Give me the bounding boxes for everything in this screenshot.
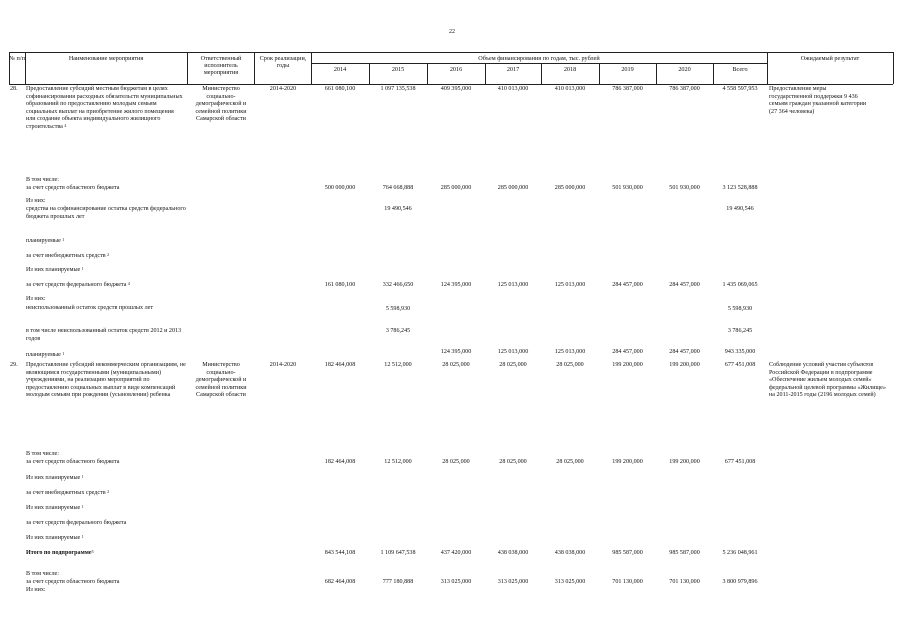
row-29-result: Соблюдение условий участия субъектов Российской Федерации в подпрограмме «Обеспечение жильем молодых семей» федеральной целевой программы «Жилище» на 2011-2015 годы (2196 молодых семей): [769, 362, 886, 399]
value-cell: 682 464,008: [324, 579, 356, 585]
value-cell: 284 457,000: [669, 282, 700, 288]
value-cell: 28 025,000: [442, 459, 470, 465]
row-29-period: 2014-2020: [269, 362, 297, 368]
value-cell: 124 395,000: [440, 282, 472, 288]
header-result: Ожидаемый результат: [800, 55, 860, 62]
row-29-extrabudget-planned: Из них планируемые $^1$: [26, 504, 84, 511]
value-cell: 1 109 647,538: [380, 550, 416, 556]
value-cell: 28 025,000: [499, 459, 527, 465]
year-2019: 2019: [621, 66, 634, 73]
value-cell: 5 236 048,961: [722, 550, 758, 556]
value-cell: 764 668,888: [382, 185, 414, 191]
value-cell: 501 930,000: [669, 185, 700, 191]
value-cell: 28 025,000: [556, 459, 584, 465]
header-period: Срок реализации, годы: [259, 55, 307, 69]
value-cell: 1 097 135,538: [380, 86, 416, 92]
row-29-extrabudget: за счет внебюджетных средств $^2$: [26, 489, 110, 496]
value-cell: 199 200,000: [612, 459, 643, 465]
value-cell: 125 013,000: [554, 282, 586, 288]
value-cell: 199 200,000: [612, 362, 643, 368]
row-28-responsible: Министерство социально-демографической и семейной политики Самарской области: [195, 86, 247, 123]
year-total: Всего: [732, 66, 748, 73]
value-cell: 701 130,000: [612, 579, 643, 585]
value-cell: 28 025,000: [442, 362, 470, 368]
header-responsible: Ответственный исполнитель мероприятия: [200, 55, 242, 76]
value-cell: 125 013,000: [497, 282, 529, 288]
row-28-extrabudget-planned: Из них планируемые $^1$: [26, 266, 84, 273]
value-cell: 1 435 069,065: [722, 282, 758, 288]
value-cell: 438 038,000: [554, 550, 586, 556]
value-cell: 12 512,000: [384, 459, 412, 465]
value-cell: 985 587,000: [669, 550, 700, 556]
value-cell: 28 025,000: [499, 362, 527, 368]
row-number: 29.: [10, 362, 18, 368]
year-2018: 2018: [563, 66, 577, 73]
value-cell: 125 013,000: [497, 349, 529, 355]
value-cell: 285 000,000: [497, 185, 529, 191]
total-of-label: Из них:: [26, 587, 46, 593]
value-cell: 438 038,000: [497, 550, 529, 556]
row-28-planned: планируемые $^1$: [26, 237, 65, 244]
value-cell: 285 000,000: [440, 185, 472, 191]
value-cell: 777 180,888: [382, 579, 414, 585]
value-cell: 3 800 979,896: [722, 579, 758, 585]
value-cell: 19 490,546: [384, 206, 412, 212]
value-cell: 3 786,245: [385, 328, 411, 334]
value-cell: 4 558 597,953: [722, 86, 758, 92]
value-cell: 284 457,000: [612, 282, 643, 288]
value-cell: 500 000,000: [324, 185, 356, 191]
value-cell: 409 395,000: [440, 86, 472, 92]
row-28-extrabudget: за счет внебюджетных средств $^2$: [26, 252, 110, 259]
value-cell: 501 930,000: [612, 185, 643, 191]
row-29-regional-label: за счет средств областного бюджета: [26, 459, 120, 465]
value-cell: 943 335,000: [724, 349, 756, 355]
row-28-incl-label: В том числе:: [26, 177, 59, 183]
row-29-responsible: Министерство социально-демографической и семейной политики Самарской области: [195, 362, 247, 399]
row-29-incl-label: В том числе:: [26, 451, 59, 457]
value-cell: 284 457,000: [612, 349, 643, 355]
table-top-border: [9, 52, 893, 53]
row-number: 28.: [10, 86, 18, 92]
row-28-name: Предоставление субсидий местным бюджетам в целях софинансирования расходных обязательств муниципальных образований по предоставлению молодым семьям социальных выплат на приобретение жилого помещения или создание объекта индивидуального жилищного строительства $^4$: [26, 86, 183, 130]
value-cell: 285 000,000: [554, 185, 586, 191]
value-cell: 3 786,245: [727, 328, 753, 334]
total-label: Итого по подпрограмме$^5$: [26, 549, 94, 556]
value-cell: 677 451,008: [724, 459, 756, 465]
header-funding: Объем финансирования по годам, тыс. рублей: [478, 55, 600, 62]
value-cell: 313 025,000: [440, 579, 472, 585]
row-28-cofin-label: средства на софинансирование остатка средств федерального бюджета прошлых лет: [26, 206, 186, 220]
row-28-of2-label: Из них:: [26, 296, 46, 302]
value-cell: 182 464,008: [324, 459, 356, 465]
header-name: Наименование мероприятия: [68, 55, 144, 62]
row-28-unused2-label: в том числе неиспользованный остаток средств 2012 и 2013 годов: [26, 328, 182, 342]
row-29-federal-label: за счет средств федерального бюджета: [26, 520, 127, 526]
value-cell: 199 200,000: [669, 459, 700, 465]
value-cell: 332 466,650: [382, 282, 414, 288]
year-2015: 2015: [391, 66, 405, 73]
value-cell: 985 587,000: [612, 550, 643, 556]
value-cell: 410 013,000: [554, 86, 586, 92]
value-cell: 199 200,000: [669, 362, 700, 368]
total-incl-label: В том числе:: [26, 571, 59, 577]
row-29-name: Предоставление субсидий некоммерческим организациям, не являющимся государственными (муниципальными) учреждениями, на реализацию мероприятий по предоставлению социальных выплат в виде компенсаций молодым семьям при рождении (усыновлении) ребенка: [26, 362, 186, 399]
value-cell: 701 130,000: [669, 579, 700, 585]
row-28-of-label: Из них:: [26, 198, 46, 204]
value-cell: 125 013,000: [554, 349, 586, 355]
years-divider: [311, 63, 767, 64]
row-28-period: 2014-2020: [269, 86, 297, 92]
value-cell: 19 490,546: [726, 206, 754, 212]
value-cell: 182 464,008: [324, 362, 356, 368]
value-cell: 437 420,000: [440, 550, 472, 556]
row-28-unused-label: неиспользованный остаток средств прошлых лет: [26, 305, 154, 311]
table-header-bottom-border: [9, 84, 893, 85]
value-cell: 313 025,000: [497, 579, 529, 585]
row-29-planned: Из них планируемые $^1$: [26, 474, 84, 481]
value-cell: 5 598,930: [727, 306, 753, 312]
row-28-regional-label: за счет средств областного бюджета: [26, 185, 120, 191]
year-2016: 2016: [449, 66, 463, 73]
value-cell: 3 123 528,888: [722, 185, 758, 191]
header-num: № п/п: [9, 55, 25, 62]
page-number: 22: [449, 29, 455, 35]
value-cell: 161 080,100: [324, 282, 356, 288]
row-28-federal-label: за счет средств федерального бюджета $^4$: [26, 281, 130, 288]
row-28-result: Предоставление меры государственной поддержки 9 436 семьям граждан указанной категории (27 364 человека): [769, 86, 867, 115]
year-2014: 2014: [333, 66, 347, 73]
value-cell: 786 387,000: [612, 86, 643, 92]
year-2020: 2020: [678, 66, 691, 73]
value-cell: 313 025,000: [554, 579, 586, 585]
col-line: [893, 52, 894, 84]
value-cell: 661 080,100: [324, 86, 356, 92]
value-cell: 677 451,008: [724, 362, 756, 368]
row-28-planned2-label: планируемые $^1$: [26, 351, 65, 358]
value-cell: 124 395,000: [440, 349, 472, 355]
year-2017: 2017: [506, 66, 520, 73]
value-cell: 5 598,930: [385, 306, 411, 312]
value-cell: 843 544,108: [324, 550, 356, 556]
value-cell: 284 457,000: [669, 349, 700, 355]
value-cell: 12 512,000: [384, 362, 412, 368]
total-regional-label: за счет средств областного бюджета: [26, 579, 120, 585]
row-29-federal-planned: Из них планируемые $^1$: [26, 534, 84, 541]
value-cell: 786 387,000: [669, 86, 700, 92]
value-cell: 410 013,000: [497, 86, 529, 92]
value-cell: 28 025,000: [556, 362, 584, 368]
